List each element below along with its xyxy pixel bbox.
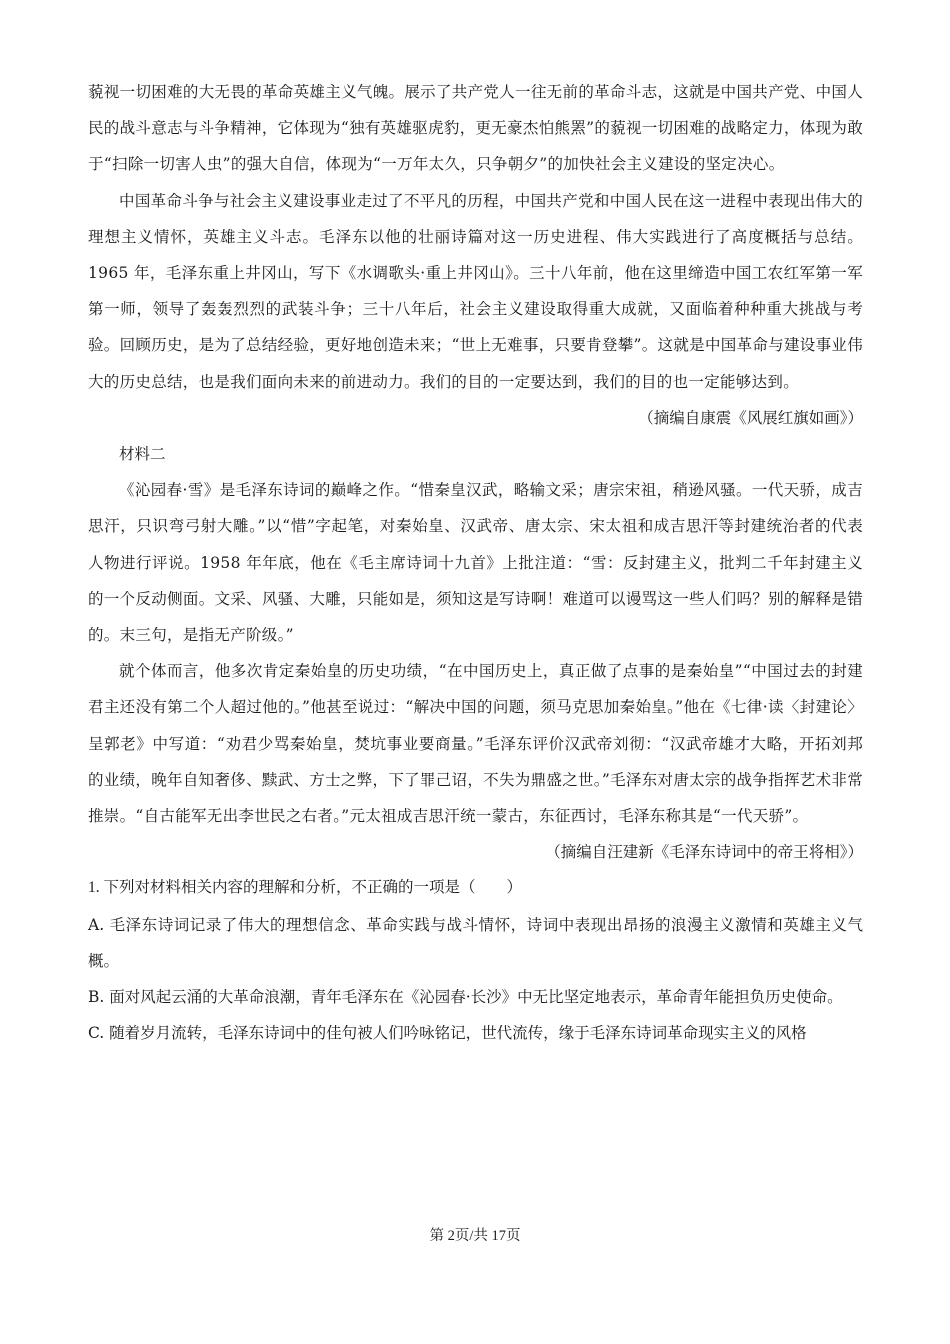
option-a: A. 毛泽东诗词记录了伟大的理想信念、革命实践与战斗情怀，诗词中表现出昂扬的浪漫主义激情和英雄主义气概。 — [88, 915, 863, 970]
material-2-heading: 材料二 — [119, 445, 166, 464]
option-b: B. 面对风起云涌的大革命浪潮，青年毛泽东在《沁园春·长沙》中无比坚定地表示，革命青年能担负历史使命。 — [88, 988, 843, 1007]
paragraph-3: 《沁园春·雪》是毛泽东诗词的巅峰之作。“惜秦皇汉武，略输文采；唐宗宋祖，稍逊风骚。一代天骄，成吉思汗，只识弯弓射大雕。”以“惜”字起笔，对秦始皇、汉武帝、唐太宗、宋太祖和成吉思汗等封建统治者的代表人物进行评说。1958 年年底，他在《毛主席诗词十九首》上批注道：“雪：反封建主义，批判二千年封建主义的一个反动侧面。文采、风骚、大雕，只能如是，须知这是写诗啊！难道可以谩骂这一些人们吗？别的解释是错的。末三句，是指无产阶级。” — [88, 481, 863, 645]
page-number-footer: 第 2页/共 17页 — [429, 1228, 521, 1244]
paragraph-4: 就个体而言，他多次肯定秦始皇的历史功绩，“在中国历史上，真正做了点事的是秦始皇”“中国过去的封建君主还没有第二个人超过他的。”他甚至说过：“解决中国的问题，须马克思加秦始皇。”他在《七律·读〈封建论〉呈郭老》中写道：“劝君少骂秦始皇，焚坑事业要商量。”毛泽东评价汉武帝刘彻：“汉武帝雄才大略，开拓刘邦的业绩，晚年自知奢侈、黩武、方士之弊，下了罪己诏，不失为鼎盛之世。”毛泽东对唐太宗的战争指挥艺术非常推崇。“自古能军无出李世民之右者。”元太祖成吉思汗统一蒙古，东征西讨，毛泽东称其是“一代天骄”。 — [88, 662, 863, 826]
paragraph-1: 藐视一切困难的大无畏的革命英雄主义气魄。展示了共产党人一往无前的革命斗志，这就是中国共产党、中国人民的战斗意志与斗争精神，它体现为“独有英雄驱虎豹，更无豪杰怕熊罴”的藐视一切困难的战略定力，体现为敢于“扫除一切害人虫”的强大自信，体现为“一万年太久，只争朝夕”的加快社会主义建设的坚定决心。 — [88, 83, 863, 174]
paragraph-2: 中国革命斗争与社会主义建设事业走过了不平凡的历程，中国共产党和中国人民在这一进程中表现出伟大的理想主义情怀，英雄主义斗志。毛泽东以他的壮丽诗篇对这一历史进程、伟大实践进行了高度概括与总结。1965 年，毛泽东重上井冈山，写下《水调歌头·重上井冈山》。三十八年前，他在这里缔造中国工农红军第一军第一师，领导了轰轰烈烈的武装斗争；三十八年后，社会主义建设取得重大成就，又面临着种种重大挑战与考验。回顾历史，是为了总结经验，更好地创造未来；“世上无难事，只要肯登攀”。这就是中国革命与建设事业伟大的历史总结，也是我们面向未来的前进动力。我们的目的一定要达到，我们的目的也一定能够达到。 — [88, 191, 863, 391]
option-c: C. 随着岁月流转，毛泽东诗词中的佳句被人们吟咏铭记，世代流传，缘于毛泽东诗词革命现实主义的风格 — [88, 1024, 807, 1043]
question-1: 1. 下列对材料相关内容的理解和分析，不正确的一项是（ ） — [88, 879, 523, 897]
source-citation-2: （摘编自汪建新《毛泽东诗词中的帝王将相》） — [545, 843, 863, 862]
source-citation-1: （摘编自康震《风展红旗如画》） — [638, 408, 863, 427]
page-content — [88, 74, 863, 1051]
